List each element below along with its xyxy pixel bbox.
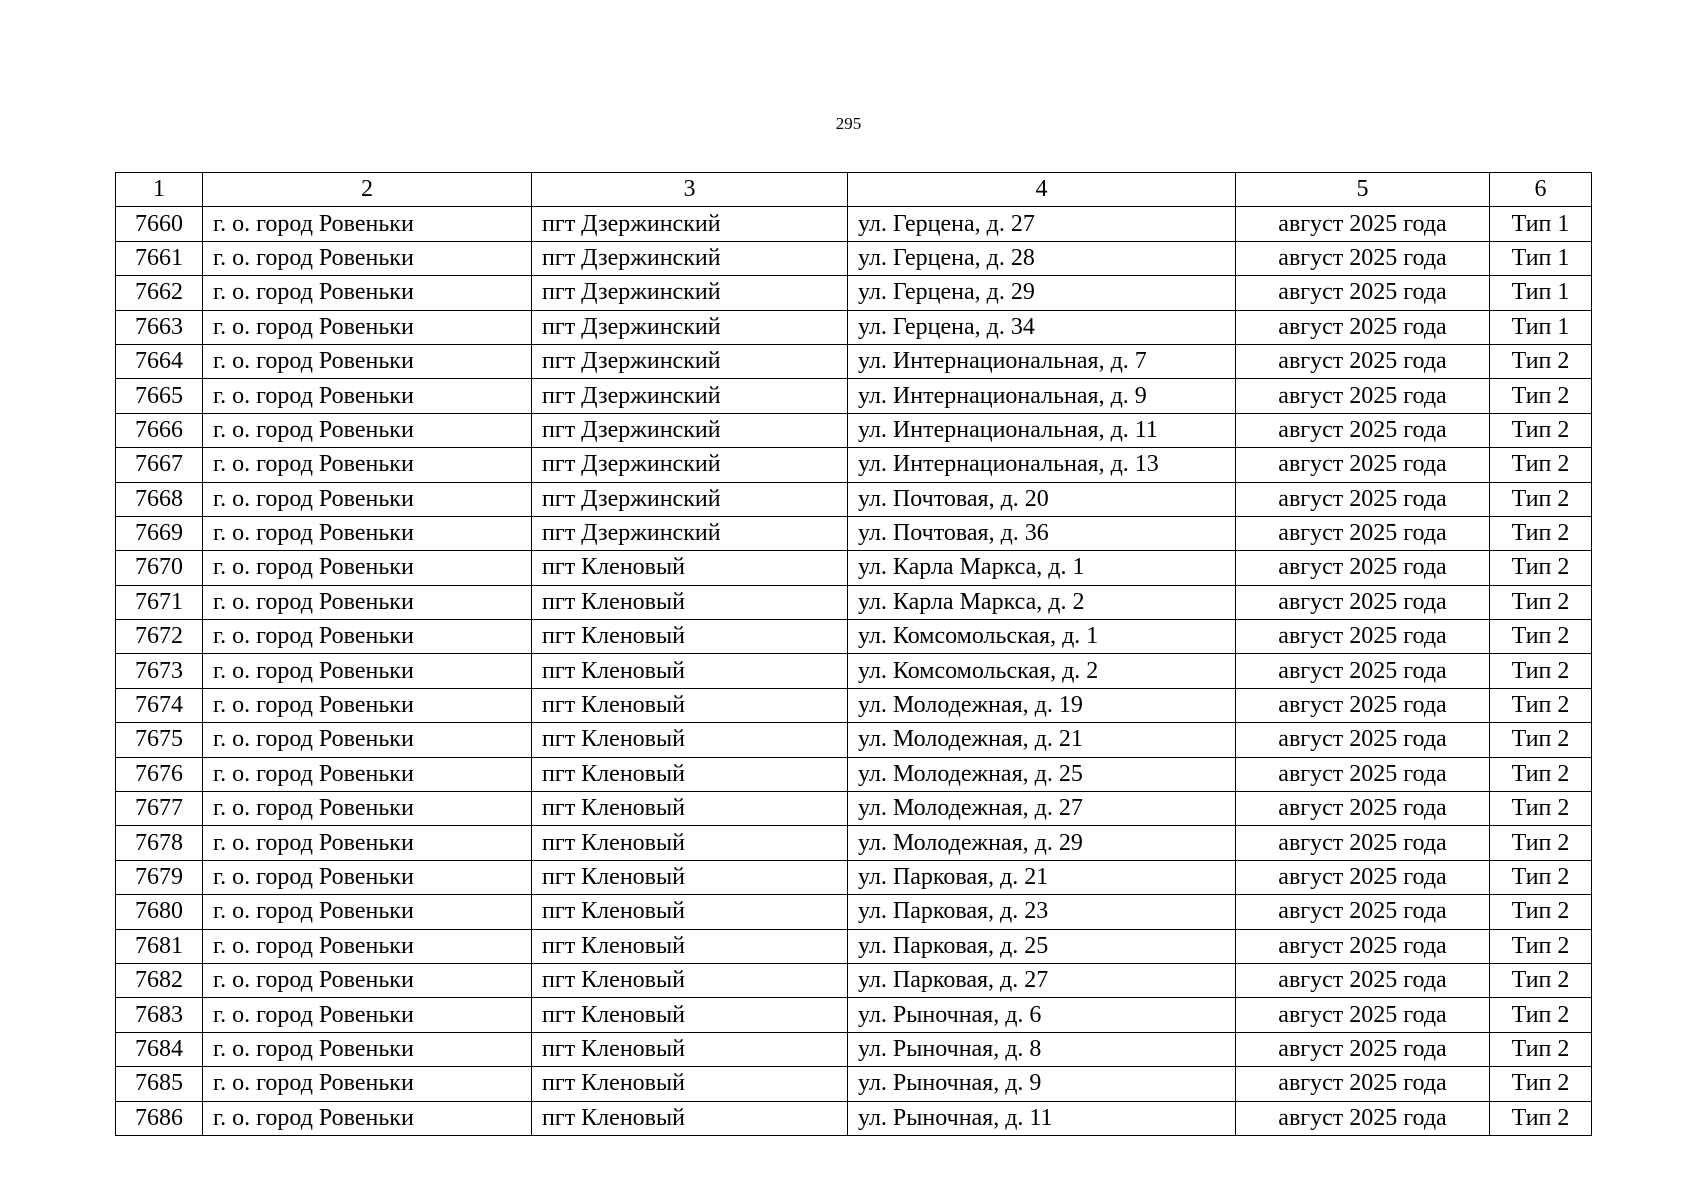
district-cell: г. о. город Ровеньки bbox=[203, 241, 532, 275]
table-row bbox=[116, 688, 1592, 722]
table-row bbox=[116, 585, 1592, 619]
column-header-3: 3 bbox=[532, 173, 848, 207]
date-cell: август 2025 года bbox=[1236, 1032, 1490, 1066]
date-cell: август 2025 года bbox=[1236, 826, 1490, 860]
settlement-cell: пгт Кленовый bbox=[532, 998, 848, 1032]
table-row bbox=[116, 895, 1592, 929]
date-cell: август 2025 года bbox=[1236, 860, 1490, 894]
date-cell: август 2025 года bbox=[1236, 1067, 1490, 1101]
table-header bbox=[116, 173, 1592, 207]
address-cell: ул. Герцена, д. 34 bbox=[848, 310, 1236, 344]
district-cell: г. о. город Ровеньки bbox=[203, 929, 532, 963]
table-row bbox=[116, 207, 1592, 241]
settlement-cell: пгт Кленовый bbox=[532, 792, 848, 826]
table-row bbox=[116, 620, 1592, 654]
settlement-cell: пгт Кленовый bbox=[532, 963, 848, 997]
row-number-cell: 7677 bbox=[116, 792, 203, 826]
row-number-cell: 7670 bbox=[116, 551, 203, 585]
settlement-cell: пгт Дзержинский bbox=[532, 516, 848, 550]
date-cell: август 2025 года bbox=[1236, 482, 1490, 516]
date-cell: август 2025 года bbox=[1236, 344, 1490, 378]
table-row bbox=[116, 1032, 1592, 1066]
address-cell: ул. Рыночная, д. 9 bbox=[848, 1067, 1236, 1101]
district-cell: г. о. город Ровеньки bbox=[203, 1067, 532, 1101]
settlement-cell: пгт Дзержинский bbox=[532, 448, 848, 482]
address-cell: ул. Интернациональная, д. 9 bbox=[848, 379, 1236, 413]
row-number-cell: 7665 bbox=[116, 379, 203, 413]
address-cell: ул. Герцена, д. 27 bbox=[848, 207, 1236, 241]
type-cell: Тип 2 bbox=[1490, 413, 1592, 447]
type-cell: Тип 2 bbox=[1490, 860, 1592, 894]
type-cell: Тип 2 bbox=[1490, 1101, 1592, 1135]
registry-table bbox=[115, 172, 1592, 1136]
address-cell: ул. Герцена, д. 28 bbox=[848, 241, 1236, 275]
date-cell: август 2025 года bbox=[1236, 688, 1490, 722]
table-row bbox=[116, 1067, 1592, 1101]
table-row bbox=[116, 1101, 1592, 1135]
row-number-cell: 7669 bbox=[116, 516, 203, 550]
settlement-cell: пгт Кленовый bbox=[532, 620, 848, 654]
settlement-cell: пгт Кленовый bbox=[532, 757, 848, 791]
address-cell: ул. Парковая, д. 21 bbox=[848, 860, 1236, 894]
row-number-cell: 7678 bbox=[116, 826, 203, 860]
address-cell: ул. Парковая, д. 27 bbox=[848, 963, 1236, 997]
type-cell: Тип 2 bbox=[1490, 723, 1592, 757]
settlement-cell: пгт Кленовый bbox=[532, 654, 848, 688]
address-cell: ул. Герцена, д. 29 bbox=[848, 276, 1236, 310]
settlement-cell: пгт Дзержинский bbox=[532, 207, 848, 241]
type-cell: Тип 1 bbox=[1490, 310, 1592, 344]
district-cell: г. о. город Ровеньки bbox=[203, 276, 532, 310]
address-cell: ул. Карла Маркса, д. 1 bbox=[848, 551, 1236, 585]
type-cell: Тип 2 bbox=[1490, 551, 1592, 585]
type-cell: Тип 2 bbox=[1490, 963, 1592, 997]
district-cell: г. о. город Ровеньки bbox=[203, 688, 532, 722]
type-cell: Тип 2 bbox=[1490, 379, 1592, 413]
row-number-cell: 7682 bbox=[116, 963, 203, 997]
type-cell: Тип 2 bbox=[1490, 585, 1592, 619]
type-cell: Тип 2 bbox=[1490, 620, 1592, 654]
address-cell: ул. Рыночная, д. 8 bbox=[848, 1032, 1236, 1066]
district-cell: г. о. город Ровеньки bbox=[203, 998, 532, 1032]
date-cell: август 2025 года bbox=[1236, 620, 1490, 654]
row-number-cell: 7680 bbox=[116, 895, 203, 929]
page-number: 295 bbox=[835, 114, 862, 133]
address-cell: ул. Молодежная, д. 29 bbox=[848, 826, 1236, 860]
address-cell: ул. Молодежная, д. 19 bbox=[848, 688, 1236, 722]
settlement-cell: пгт Кленовый bbox=[532, 1101, 848, 1135]
district-cell: г. о. город Ровеньки bbox=[203, 860, 532, 894]
table-row bbox=[116, 860, 1592, 894]
address-cell: ул. Комсомольская, д. 2 bbox=[848, 654, 1236, 688]
table-row bbox=[116, 826, 1592, 860]
settlement-cell: пгт Дзержинский bbox=[532, 344, 848, 378]
date-cell: август 2025 года bbox=[1236, 1101, 1490, 1135]
settlement-cell: пгт Кленовый bbox=[532, 1032, 848, 1066]
district-cell: г. о. город Ровеньки bbox=[203, 482, 532, 516]
settlement-cell: пгт Кленовый bbox=[532, 1067, 848, 1101]
date-cell: август 2025 года bbox=[1236, 207, 1490, 241]
district-cell: г. о. город Ровеньки bbox=[203, 654, 532, 688]
type-cell: Тип 2 bbox=[1490, 895, 1592, 929]
settlement-cell: пгт Дзержинский bbox=[532, 276, 848, 310]
district-cell: г. о. город Ровеньки bbox=[203, 344, 532, 378]
row-number-cell: 7660 bbox=[116, 207, 203, 241]
type-cell: Тип 2 bbox=[1490, 688, 1592, 722]
date-cell: август 2025 года bbox=[1236, 551, 1490, 585]
district-cell: г. о. город Ровеньки bbox=[203, 895, 532, 929]
district-cell: г. о. город Ровеньки bbox=[203, 413, 532, 447]
table-row bbox=[116, 344, 1592, 378]
column-header-1: 1 bbox=[116, 173, 203, 207]
district-cell: г. о. город Ровеньки bbox=[203, 585, 532, 619]
row-number-cell: 7667 bbox=[116, 448, 203, 482]
table-row bbox=[116, 654, 1592, 688]
row-number-cell: 7671 bbox=[116, 585, 203, 619]
district-cell: г. о. город Ровеньки bbox=[203, 310, 532, 344]
district-cell: г. о. город Ровеньки bbox=[203, 207, 532, 241]
type-cell: Тип 2 bbox=[1490, 654, 1592, 688]
row-number-cell: 7672 bbox=[116, 620, 203, 654]
type-cell: Тип 2 bbox=[1490, 757, 1592, 791]
row-number-cell: 7662 bbox=[116, 276, 203, 310]
type-cell: Тип 2 bbox=[1490, 344, 1592, 378]
date-cell: август 2025 года bbox=[1236, 792, 1490, 826]
table-row bbox=[116, 929, 1592, 963]
column-header-2: 2 bbox=[203, 173, 532, 207]
settlement-cell: пгт Дзержинский bbox=[532, 379, 848, 413]
table-row bbox=[116, 792, 1592, 826]
row-number-cell: 7675 bbox=[116, 723, 203, 757]
table-row bbox=[116, 723, 1592, 757]
district-cell: г. о. город Ровеньки bbox=[203, 792, 532, 826]
date-cell: август 2025 года bbox=[1236, 723, 1490, 757]
address-cell: ул. Парковая, д. 25 bbox=[848, 929, 1236, 963]
table-row bbox=[116, 551, 1592, 585]
table-row bbox=[116, 241, 1592, 275]
column-header-4: 4 bbox=[848, 173, 1236, 207]
date-cell: август 2025 года bbox=[1236, 276, 1490, 310]
settlement-cell: пгт Кленовый bbox=[532, 895, 848, 929]
row-number-cell: 7666 bbox=[116, 413, 203, 447]
district-cell: г. о. город Ровеньки bbox=[203, 757, 532, 791]
type-cell: Тип 2 bbox=[1490, 482, 1592, 516]
address-cell: ул. Молодежная, д. 25 bbox=[848, 757, 1236, 791]
row-number-cell: 7676 bbox=[116, 757, 203, 791]
address-cell: ул. Почтовая, д. 20 bbox=[848, 482, 1236, 516]
column-header-5: 5 bbox=[1236, 173, 1490, 207]
date-cell: август 2025 года bbox=[1236, 963, 1490, 997]
table-row bbox=[116, 963, 1592, 997]
settlement-cell: пгт Кленовый bbox=[532, 688, 848, 722]
row-number-cell: 7681 bbox=[116, 929, 203, 963]
table-row bbox=[116, 413, 1592, 447]
header-row bbox=[116, 173, 1592, 207]
row-number-cell: 7674 bbox=[116, 688, 203, 722]
date-cell: август 2025 года bbox=[1236, 654, 1490, 688]
column-header-6: 6 bbox=[1490, 173, 1592, 207]
settlement-cell: пгт Дзержинский bbox=[532, 241, 848, 275]
type-cell: Тип 2 bbox=[1490, 998, 1592, 1032]
row-number-cell: 7661 bbox=[116, 241, 203, 275]
date-cell: август 2025 года bbox=[1236, 379, 1490, 413]
address-cell: ул. Молодежная, д. 27 bbox=[848, 792, 1236, 826]
date-cell: август 2025 года bbox=[1236, 585, 1490, 619]
settlement-cell: пгт Кленовый bbox=[532, 860, 848, 894]
district-cell: г. о. город Ровеньки bbox=[203, 551, 532, 585]
table-row bbox=[116, 310, 1592, 344]
date-cell: август 2025 года bbox=[1236, 998, 1490, 1032]
type-cell: Тип 2 bbox=[1490, 1067, 1592, 1101]
settlement-cell: пгт Дзержинский bbox=[532, 413, 848, 447]
address-cell: ул. Интернациональная, д. 13 bbox=[848, 448, 1236, 482]
district-cell: г. о. город Ровеньки bbox=[203, 516, 532, 550]
row-number-cell: 7685 bbox=[116, 1067, 203, 1101]
date-cell: август 2025 года bbox=[1236, 413, 1490, 447]
row-number-cell: 7663 bbox=[116, 310, 203, 344]
district-cell: г. о. город Ровеньки bbox=[203, 1101, 532, 1135]
district-cell: г. о. город Ровеньки bbox=[203, 379, 532, 413]
address-cell: ул. Рыночная, д. 6 bbox=[848, 998, 1236, 1032]
settlement-cell: пгт Кленовый bbox=[532, 723, 848, 757]
type-cell: Тип 2 bbox=[1490, 792, 1592, 826]
row-number-cell: 7683 bbox=[116, 998, 203, 1032]
type-cell: Тип 1 bbox=[1490, 276, 1592, 310]
row-number-cell: 7686 bbox=[116, 1101, 203, 1135]
row-number-cell: 7668 bbox=[116, 482, 203, 516]
table-row bbox=[116, 482, 1592, 516]
district-cell: г. о. город Ровеньки bbox=[203, 826, 532, 860]
address-cell: ул. Парковая, д. 23 bbox=[848, 895, 1236, 929]
row-number-cell: 7679 bbox=[116, 860, 203, 894]
date-cell: август 2025 года bbox=[1236, 448, 1490, 482]
table-row bbox=[116, 379, 1592, 413]
type-cell: Тип 2 bbox=[1490, 1032, 1592, 1066]
date-cell: август 2025 года bbox=[1236, 241, 1490, 275]
type-cell: Тип 1 bbox=[1490, 207, 1592, 241]
address-cell: ул. Комсомольская, д. 1 bbox=[848, 620, 1236, 654]
type-cell: Тип 2 bbox=[1490, 826, 1592, 860]
settlement-cell: пгт Кленовый bbox=[532, 826, 848, 860]
row-number-cell: 7684 bbox=[116, 1032, 203, 1066]
settlement-cell: пгт Кленовый bbox=[532, 929, 848, 963]
district-cell: г. о. город Ровеньки bbox=[203, 620, 532, 654]
settlement-cell: пгт Кленовый bbox=[532, 585, 848, 619]
date-cell: август 2025 года bbox=[1236, 516, 1490, 550]
settlement-cell: пгт Кленовый bbox=[532, 551, 848, 585]
date-cell: август 2025 года bbox=[1236, 929, 1490, 963]
address-cell: ул. Интернациональная, д. 7 bbox=[848, 344, 1236, 378]
address-cell: ул. Молодежная, д. 21 bbox=[848, 723, 1236, 757]
address-cell: ул. Рыночная, д. 11 bbox=[848, 1101, 1236, 1135]
district-cell: г. о. город Ровеньки bbox=[203, 963, 532, 997]
table-row bbox=[116, 998, 1592, 1032]
type-cell: Тип 1 bbox=[1490, 241, 1592, 275]
row-number-cell: 7673 bbox=[116, 654, 203, 688]
type-cell: Тип 2 bbox=[1490, 929, 1592, 963]
table-body bbox=[116, 207, 1592, 1136]
settlement-cell: пгт Дзержинский bbox=[532, 310, 848, 344]
type-cell: Тип 2 bbox=[1490, 448, 1592, 482]
table-row bbox=[116, 448, 1592, 482]
date-cell: август 2025 года bbox=[1236, 895, 1490, 929]
district-cell: г. о. город Ровеньки bbox=[203, 1032, 532, 1066]
address-cell: ул. Почтовая, д. 36 bbox=[848, 516, 1236, 550]
type-cell: Тип 2 bbox=[1490, 516, 1592, 550]
address-cell: ул. Карла Маркса, д. 2 bbox=[848, 585, 1236, 619]
table-row bbox=[116, 276, 1592, 310]
date-cell: август 2025 года bbox=[1236, 757, 1490, 791]
date-cell: август 2025 года bbox=[1236, 310, 1490, 344]
table-row bbox=[116, 516, 1592, 550]
address-cell: ул. Интернациональная, д. 11 bbox=[848, 413, 1236, 447]
table-row bbox=[116, 757, 1592, 791]
settlement-cell: пгт Дзержинский bbox=[532, 482, 848, 516]
district-cell: г. о. город Ровеньки bbox=[203, 723, 532, 757]
district-cell: г. о. город Ровеньки bbox=[203, 448, 532, 482]
row-number-cell: 7664 bbox=[116, 344, 203, 378]
